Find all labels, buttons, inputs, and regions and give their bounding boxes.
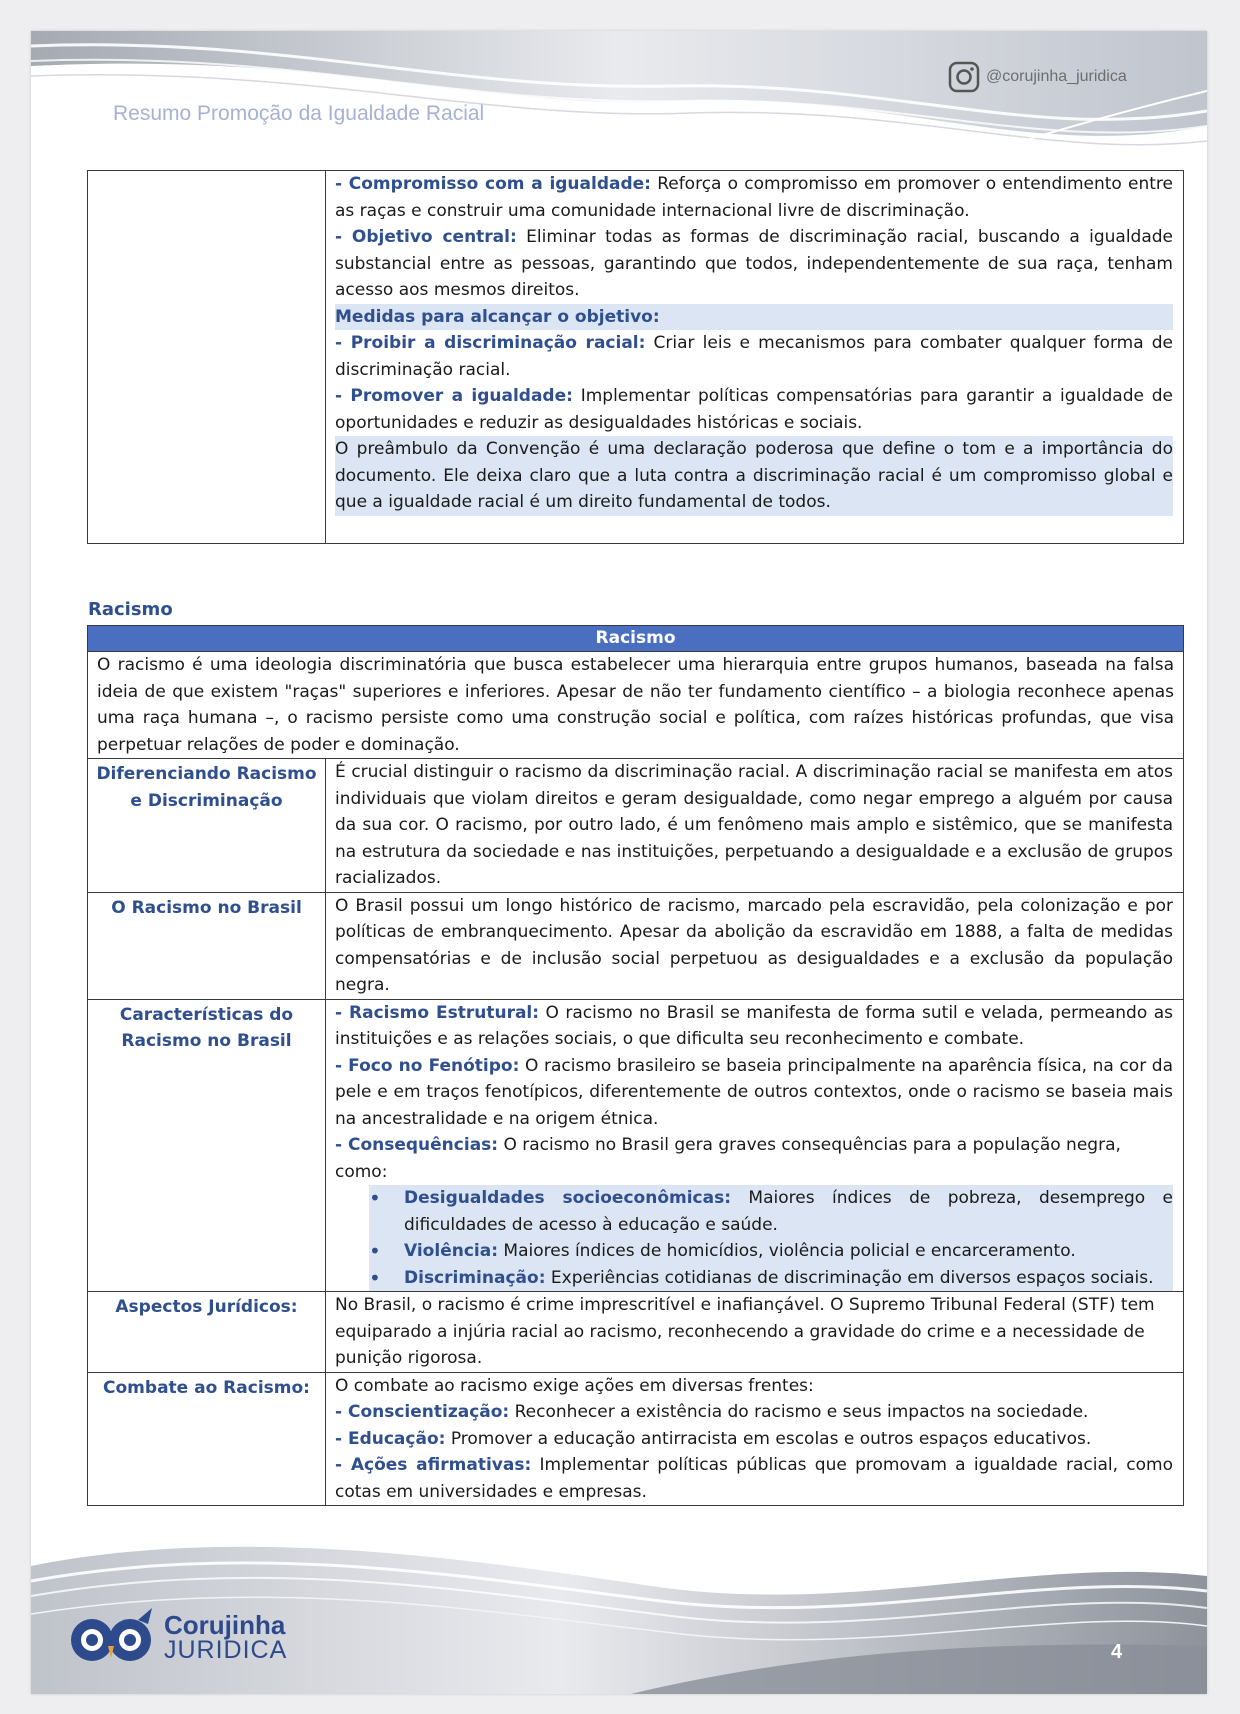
table-row [88, 999, 1184, 1292]
item-acoes-afirmativas [335, 1452, 1173, 1505]
row-label-juridicos: Aspectos Jurídicos: [88, 1292, 326, 1373]
row-content-caracteristicas [326, 999, 1184, 1292]
keyword: Violência: [404, 1241, 498, 1261]
item-text: O racismo brasileiro se baseia principalmente na aparência física, na cor da pele e em traços fenotípicos, diferentemente de outros contextos, onde o racismo se baseia mais na ancestralidade e na origem étnica. [335, 1055, 1174, 1129]
item-racismo-estrutural [335, 1000, 1173, 1053]
consequences-list [369, 1185, 1173, 1291]
combate-lead: O combate ao racismo exige ações em diversas frentes: [335, 1375, 814, 1396]
item-text: Reconhecer a existência do racismo e seus impactos na sociedade. [509, 1402, 1089, 1422]
keyword: - Racismo Estrutural: [335, 1002, 540, 1023]
keyword: Desigualdades socioeconômicas: [404, 1188, 732, 1208]
keyword: Discriminação: [404, 1267, 546, 1288]
row-label-caracteristicas: Características do Racismo no Brasil [88, 999, 326, 1292]
item-text: Experiências cotidianas de discriminação em diversos espaços sociais. [545, 1267, 1154, 1288]
keyword: - Ações afirmativas: [335, 1455, 532, 1475]
keyword: - Conscientização: [335, 1402, 510, 1422]
subheading-medidas [335, 304, 1173, 331]
row-text-brasil: O Brasil possui um longo histórico de racismo, marcado pela escravidão, pela colonização e por políticas de embranquecimento. Apesar da abolição da escravidão em 1888, a falta de medidas compensatórias e de inclusão social perpetuou as desigualdades e a exclusão da população negra. [326, 892, 1184, 999]
table-header-row [88, 626, 1184, 652]
document-page [31, 31, 1207, 1694]
owl-logo-icon [68, 1606, 160, 1668]
list-item [369, 1265, 1173, 1292]
row-label-diferenciando: Diferenciando Racismo e Discriminação [88, 759, 326, 893]
instagram-icon [948, 61, 980, 93]
row-text-juridicos: No Brasil, o racismo é crime imprescritível e inafiançável. O Supremo Tribunal Federal (STF) tem equiparado a injúria racial ao racismo, reconhecendo a gravidade do crime e a necessidade de punição rigorosa. [326, 1292, 1184, 1373]
keyword: - Consequências: [335, 1135, 499, 1155]
item-text: O racismo no Brasil se manifesta de forma sutil e velada, permeando as instituições e as relações sociais, o que dificulta seu reconhecimento e combate. [335, 1002, 1173, 1049]
section-heading: Racismo [88, 599, 173, 620]
table-row [88, 892, 1184, 999]
paragraph-text: Reforça o compromisso em promover o entendimento entre as raças e construir uma comunidade internacional livre de discriminação. [335, 174, 1173, 221]
item-educacao [335, 1426, 1173, 1453]
table-row [88, 652, 1184, 759]
corujinha-logo [68, 1606, 287, 1668]
item-text: Maiores índices de pobreza, desemprego e dificuldades de acesso à educação e saúde. [404, 1188, 1174, 1235]
item-foco-fenotipo [335, 1053, 1173, 1133]
table-row [88, 1292, 1184, 1373]
keyword: - Compromisso com a igualdade: [335, 174, 651, 194]
paragraph-text: Criar leis e mecanismos para combater qualquer forma de discriminação racial. [335, 333, 1173, 380]
item-text: Implementar políticas públicas que promovam a igualdade racial, como cotas em universidades e empresas. [335, 1455, 1174, 1502]
paragraph-compromisso [335, 171, 1173, 224]
keyword: - Promover a igualdade: [335, 386, 573, 406]
keyword: - Educação: [335, 1428, 446, 1449]
header-wave-decoration [31, 31, 1207, 161]
row-label-brasil: O Racismo no Brasil [88, 892, 326, 999]
item-conscientizacao [335, 1399, 1173, 1426]
convention-content-cell [326, 171, 1184, 544]
table-row [88, 171, 1184, 544]
closing-paragraph: O preâmbulo da Convenção é uma declaração poderosa que define o tom e a importância do documento. Ele deixa claro que a luta contra a discriminação racial é um compromisso global e que a igualdade racial é um direito fundamental de todos. [335, 436, 1173, 516]
row-content-combate [326, 1372, 1184, 1506]
list-item [369, 1238, 1173, 1265]
table-row [88, 1372, 1184, 1506]
keyword: - Foco no Fenótipo: [335, 1055, 520, 1076]
logo-subtitle: JURIDICA [164, 1635, 288, 1664]
item-text: Promover a educação antirracista em escolas e outros espaços educativos. [445, 1428, 1092, 1449]
instagram-credit [948, 61, 1127, 93]
intro-cell: O racismo é uma ideologia discriminatória que busca estabelecer uma hierarquia entre grupos humanos, baseada na falsa ideia de que existem "raças" superiores e inferiores. Apesar de não ter fundamento científico – a biologia reconhece apenas uma raça humana –, o racismo persiste como uma construção social e política, com raízes históricas profundas, que visa perpetuar relações de poder e dominação. [88, 652, 1184, 759]
racismo-table [87, 625, 1184, 1506]
paragraph-text: Eliminar todas as formas de discriminação racial, buscando a igualdade substancial entre as pessoas, garantindo que todos, independentemente de sua raça, tenham acesso aos mesmos direitos. [335, 227, 1174, 300]
convention-table-continuation [87, 170, 1184, 544]
empty-label-cell [88, 171, 326, 544]
list-item [369, 1185, 1173, 1238]
paragraph-promover [335, 383, 1173, 436]
item-text: O racismo no Brasil gera graves consequências para a população negra, como: [335, 1135, 1121, 1182]
keyword: - Objetivo central: [335, 227, 517, 247]
table-header: Racismo [88, 626, 1184, 652]
item-text: Maiores índices de homicídios, violência policial e encarceramento. [498, 1241, 1076, 1261]
instagram-handle: @corujinha_juridica [986, 68, 1127, 85]
keyword: - Proibir a discriminação racial: [335, 333, 646, 353]
row-text-diferenciando: É crucial distinguir o racismo da discriminação racial. A discriminação racial se manifesta em atos individuais que violam direitos e geram desigualdade, como negar emprego a alguém por causa da sua cor. O racismo, por outro lado, é um fenômeno mais amplo e sistêmico, que se manifesta na estrutura da sociedade e nas instituições, perpetuando a desigualdade e a exclusão de grupos racializados. [326, 759, 1184, 893]
keyword: Medidas para alcançar o objetivo: [335, 306, 660, 327]
paragraph-text: Implementar políticas compensatórias para garantir a igualdade de oportunidades e reduzir as desigualdades históricas e sociais. [335, 386, 1173, 433]
row-label-combate: Combate ao Racismo: [88, 1372, 326, 1506]
paragraph-objetivo [335, 224, 1173, 304]
page-number: 4 [1111, 1641, 1123, 1663]
paragraph-proibir [335, 330, 1173, 383]
document-header-title: Resumo Promoção da Igualdade Racial [113, 102, 485, 125]
logo-name: Corujinha [164, 1609, 286, 1640]
table-row [88, 759, 1184, 893]
item-consequencias [335, 1132, 1173, 1185]
